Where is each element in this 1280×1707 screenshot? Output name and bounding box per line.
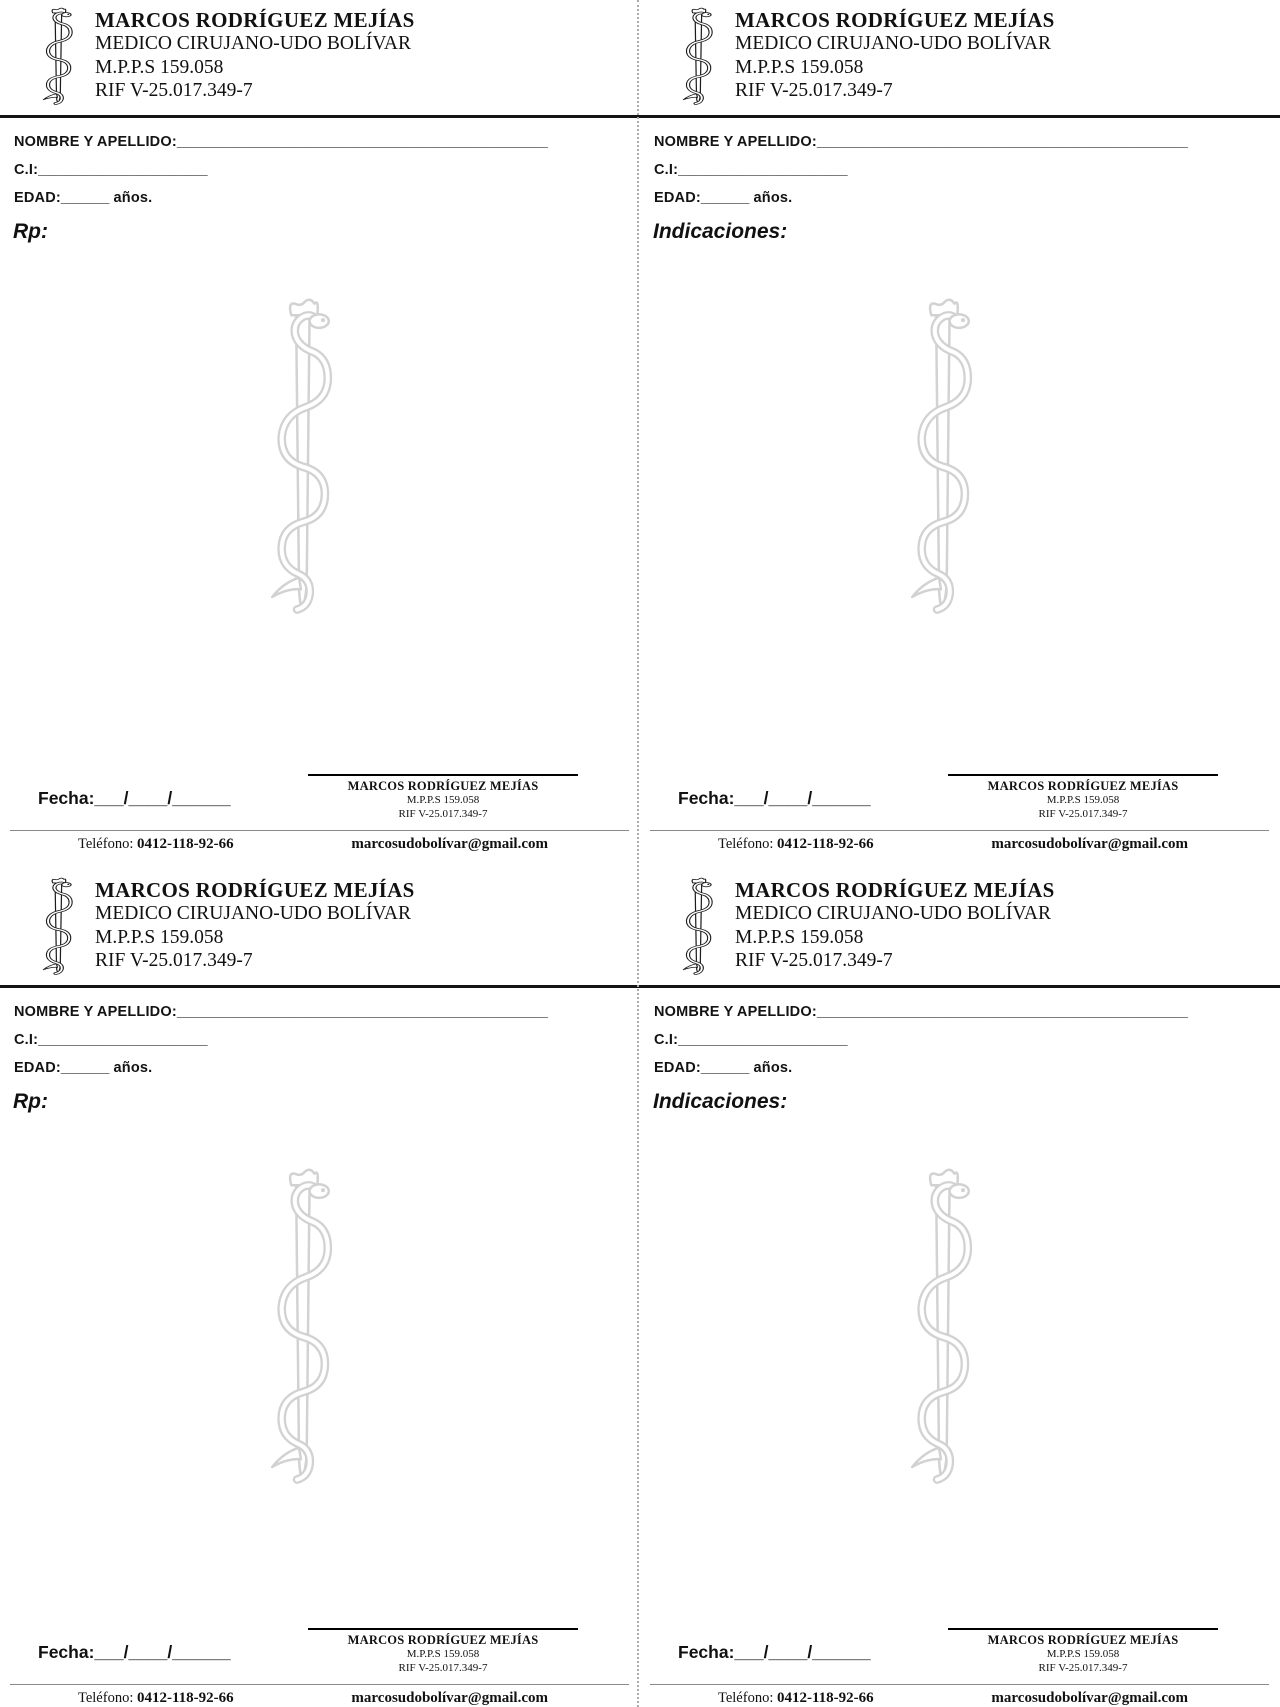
ci-field bbox=[654, 162, 1268, 190]
doctor-name: MARCOS RODRÍGUEZ MEJÍAS bbox=[735, 8, 1055, 32]
section-title-rp: Rp: bbox=[13, 220, 48, 243]
contact-row bbox=[640, 1685, 1280, 1707]
age-suffix: años. bbox=[109, 190, 153, 206]
doctor-credential: MEDICO CIRUJANO-UDO BOLÍVAR bbox=[95, 33, 411, 54]
phone-label: Teléfono: bbox=[78, 836, 134, 852]
ci-field bbox=[654, 1032, 1268, 1060]
date-label: Fecha: bbox=[38, 1642, 95, 1662]
patient-fields bbox=[0, 988, 640, 1088]
signature-name: MARCOS RODRÍGUEZ MEJÍAS bbox=[347, 1633, 539, 1647]
prescription-top-right bbox=[640, 0, 1280, 853]
date-blank-line: ___/____/______ bbox=[734, 788, 871, 808]
signature-name: MARCOS RODRÍGUEZ MEJÍAS bbox=[347, 779, 539, 793]
section-title-indicaciones: Indicaciones: bbox=[653, 1090, 788, 1113]
doctor-rif: RIF V-25.017.349-7 bbox=[735, 80, 893, 101]
name-blank-line: ______________________________________________ bbox=[816, 1004, 1188, 1020]
age-field bbox=[654, 190, 1268, 218]
age-field bbox=[654, 1060, 1268, 1088]
doctor-credential: MEDICO CIRUJANO-UDO BOLÍVAR bbox=[735, 903, 1051, 924]
phone-number: 0412-118-92-66 bbox=[136, 1690, 234, 1706]
age-suffix: años. bbox=[109, 1060, 153, 1076]
rod-of-asclepius-watermark-icon bbox=[891, 1166, 987, 1494]
phone bbox=[718, 836, 874, 853]
center-dotted-divider bbox=[637, 0, 639, 1707]
name-blank-line: ______________________________________________ bbox=[176, 1004, 548, 1020]
letterhead bbox=[0, 853, 640, 982]
date-blank-line: ___/____/______ bbox=[94, 788, 231, 808]
doctor-name: MARCOS RODRÍGUEZ MEJÍAS bbox=[95, 878, 415, 902]
date-field bbox=[678, 788, 871, 809]
doctor-name: MARCOS RODRÍGUEZ MEJÍAS bbox=[95, 8, 415, 32]
doctor-name: MARCOS RODRÍGUEZ MEJÍAS bbox=[735, 878, 1055, 902]
prescription-top-left bbox=[0, 0, 640, 853]
ci-label: C.I: bbox=[654, 1032, 679, 1048]
signature-rif: RIF V-25.017.349-7 bbox=[1038, 1661, 1128, 1674]
signature-block bbox=[308, 1628, 578, 1675]
letterhead-text bbox=[95, 7, 415, 103]
prescription-bottom-right bbox=[640, 853, 1280, 1707]
signature-mpps: M.P.P.S 159.058 bbox=[406, 794, 480, 806]
ci-label: C.I: bbox=[14, 1032, 39, 1048]
email: marcosudobolívar@gmail.com bbox=[991, 836, 1188, 852]
date-label: Fecha: bbox=[678, 788, 735, 808]
doctor-rif: RIF V-25.017.349-7 bbox=[95, 950, 253, 971]
age-blank-line: ______ bbox=[700, 190, 750, 206]
age-suffix: años. bbox=[749, 190, 793, 206]
signature-name: MARCOS RODRÍGUEZ MEJÍAS bbox=[987, 1633, 1179, 1647]
doctor-credential: MEDICO CIRUJANO-UDO BOLÍVAR bbox=[735, 33, 1051, 54]
phone-label: Teléfono: bbox=[718, 836, 774, 852]
email: marcosudobolívar@gmail.com bbox=[351, 836, 548, 852]
signature-rif: RIF V-25.017.349-7 bbox=[398, 807, 488, 820]
phone-label: Teléfono: bbox=[718, 1690, 774, 1706]
date-label: Fecha: bbox=[678, 1642, 735, 1662]
signature-block bbox=[948, 774, 1218, 821]
signature-rif: RIF V-25.017.349-7 bbox=[1038, 807, 1128, 820]
ci-label: C.I: bbox=[654, 162, 679, 178]
prescription-bottom-left bbox=[0, 853, 640, 1707]
date-signature-row bbox=[0, 1628, 640, 1675]
phone bbox=[78, 836, 234, 853]
age-label: EDAD: bbox=[14, 190, 61, 206]
ci-label: C.I: bbox=[14, 162, 39, 178]
name-label: NOMBRE Y APELLIDO: bbox=[14, 134, 177, 150]
phone-label: Teléfono: bbox=[78, 1690, 134, 1706]
phone-number: 0412-118-92-66 bbox=[776, 836, 874, 852]
contact-row bbox=[0, 1685, 640, 1707]
age-blank-line: ______ bbox=[60, 1060, 110, 1076]
signature-mpps: M.P.P.S 159.058 bbox=[1046, 1648, 1120, 1660]
patient-fields bbox=[640, 118, 1280, 218]
age-blank-line: ______ bbox=[700, 1060, 750, 1076]
watermark-area bbox=[0, 244, 640, 774]
name-label: NOMBRE Y APELLIDO: bbox=[654, 1004, 817, 1020]
email: marcosudobolívar@gmail.com bbox=[351, 1690, 548, 1706]
doctor-credential: MEDICO CIRUJANO-UDO BOLÍVAR bbox=[95, 903, 411, 924]
date-blank-line: ___/____/______ bbox=[94, 1642, 231, 1662]
rod-of-asclepius-icon bbox=[33, 7, 80, 108]
letterhead-text bbox=[735, 877, 1055, 973]
name-label: NOMBRE Y APELLIDO: bbox=[14, 1004, 177, 1020]
ci-field bbox=[14, 1032, 628, 1060]
date-field bbox=[38, 788, 231, 809]
phone-number: 0412-118-92-66 bbox=[776, 1690, 874, 1706]
name-field bbox=[654, 1004, 1268, 1032]
patient-fields bbox=[0, 118, 640, 218]
age-label: EDAD: bbox=[654, 1060, 701, 1076]
watermark-area bbox=[640, 244, 1280, 774]
patient-fields bbox=[640, 988, 1280, 1088]
rod-of-asclepius-watermark-icon bbox=[251, 296, 347, 624]
signature-block bbox=[308, 774, 578, 821]
phone-number: 0412-118-92-66 bbox=[136, 836, 234, 852]
rod-of-asclepius-watermark-icon bbox=[251, 1166, 347, 1494]
letterhead-text bbox=[735, 7, 1055, 103]
letterhead bbox=[0, 0, 640, 112]
name-field bbox=[14, 134, 628, 162]
letterhead-text bbox=[95, 877, 415, 973]
age-label: EDAD: bbox=[654, 190, 701, 206]
name-field bbox=[654, 134, 1268, 162]
rod-of-asclepius-icon bbox=[673, 7, 720, 108]
doctor-mpps: M.P.P.S 159.058 bbox=[95, 926, 224, 948]
phone bbox=[78, 1690, 234, 1707]
watermark-area bbox=[0, 1114, 640, 1628]
ci-blank-line: _____________________ bbox=[38, 162, 208, 178]
section-title-indicaciones: Indicaciones: bbox=[653, 220, 788, 243]
email: marcosudobolívar@gmail.com bbox=[991, 1690, 1188, 1706]
rod-of-asclepius-icon bbox=[33, 877, 80, 978]
signature-name: MARCOS RODRÍGUEZ MEJÍAS bbox=[987, 779, 1179, 793]
phone bbox=[718, 1690, 874, 1707]
name-blank-line: ______________________________________________ bbox=[816, 134, 1188, 150]
age-blank-line: ______ bbox=[60, 190, 110, 206]
letterhead bbox=[640, 853, 1280, 982]
date-blank-line: ___/____/______ bbox=[734, 1642, 871, 1662]
age-label: EDAD: bbox=[14, 1060, 61, 1076]
name-field bbox=[14, 1004, 628, 1032]
age-suffix: años. bbox=[749, 1060, 793, 1076]
watermark-area bbox=[640, 1114, 1280, 1628]
name-blank-line: ______________________________________________ bbox=[176, 134, 548, 150]
ci-blank-line: _____________________ bbox=[678, 1032, 848, 1048]
doctor-rif: RIF V-25.017.349-7 bbox=[735, 950, 893, 971]
letterhead bbox=[640, 0, 1280, 112]
ci-blank-line: _____________________ bbox=[38, 1032, 208, 1048]
name-label: NOMBRE Y APELLIDO: bbox=[654, 134, 817, 150]
age-field bbox=[14, 1060, 628, 1088]
date-field bbox=[38, 1642, 231, 1663]
date-signature-row bbox=[640, 1628, 1280, 1675]
signature-block bbox=[948, 1628, 1218, 1675]
signature-rif: RIF V-25.017.349-7 bbox=[398, 1661, 488, 1674]
contact-row bbox=[0, 831, 640, 853]
doctor-mpps: M.P.P.S 159.058 bbox=[95, 56, 224, 78]
rod-of-asclepius-watermark-icon bbox=[891, 296, 987, 624]
section-title-rp: Rp: bbox=[13, 1090, 48, 1113]
signature-mpps: M.P.P.S 159.058 bbox=[1046, 794, 1120, 806]
signature-mpps: M.P.P.S 159.058 bbox=[406, 1648, 480, 1660]
contact-row bbox=[640, 831, 1280, 853]
doctor-mpps: M.P.P.S 159.058 bbox=[735, 926, 864, 948]
ci-field bbox=[14, 162, 628, 190]
date-field bbox=[678, 1642, 871, 1663]
date-label: Fecha: bbox=[38, 788, 95, 808]
date-signature-row bbox=[640, 774, 1280, 821]
date-signature-row bbox=[0, 774, 640, 821]
doctor-mpps: M.P.P.S 159.058 bbox=[735, 56, 864, 78]
rod-of-asclepius-icon bbox=[673, 877, 720, 978]
ci-blank-line: _____________________ bbox=[678, 162, 848, 178]
age-field bbox=[14, 190, 628, 218]
doctor-rif: RIF V-25.017.349-7 bbox=[95, 80, 253, 101]
